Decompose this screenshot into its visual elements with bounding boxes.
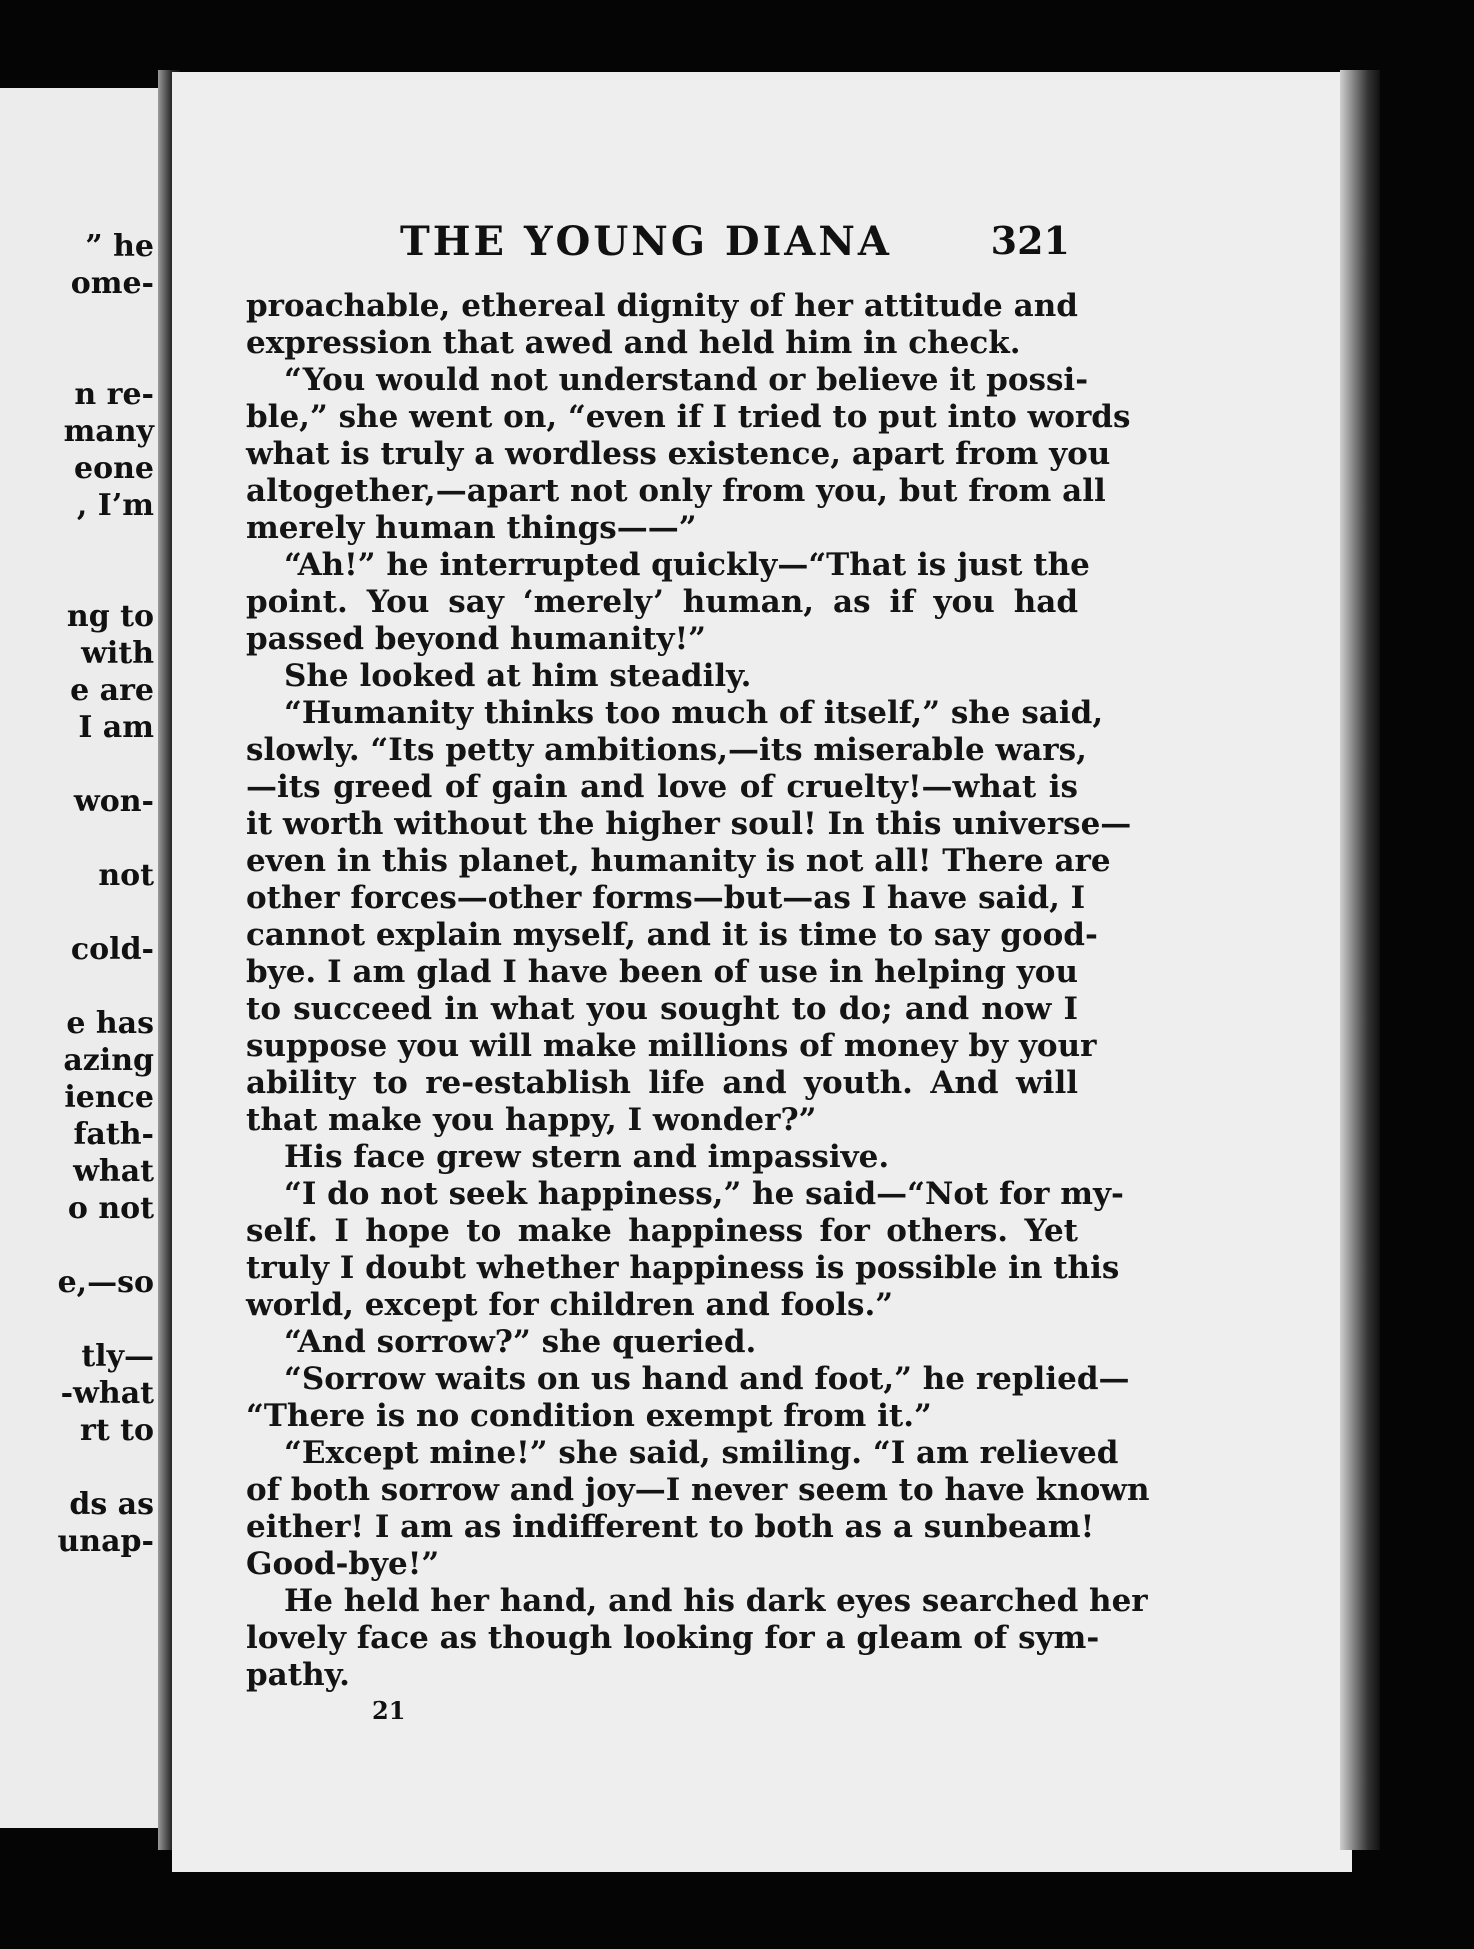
text-line: lovely face as though looking for a gleam of sym- — [246, 1620, 1100, 1656]
facing-page-line: fath- — [73, 1117, 154, 1152]
facing-page-line: tly— — [81, 1339, 154, 1374]
text-line: He held her hand, and his dark eyes searched her — [284, 1583, 1148, 1619]
text-line: ble,” she went on, “even if I tried to put into words — [246, 399, 1131, 435]
text-line: altogether,—apart not only from you, but from all — [246, 473, 1106, 509]
text-line: point. You say ‘merely’ human, as if you had — [246, 584, 1078, 620]
text-line: other forces—other forms—but—as I have said, I — [246, 880, 1086, 916]
facing-page-line: unap- — [57, 1524, 154, 1559]
facing-page-line: ience — [64, 1080, 154, 1115]
text-line: of both sorrow and joy—I never seem to have known — [246, 1472, 1150, 1508]
text-line: cannot explain myself, and it is time to say good- — [246, 917, 1098, 953]
text-line: “There is no condition exempt from it.” — [246, 1398, 932, 1434]
facing-page-line: ome- — [70, 266, 154, 301]
text-line: expression that awed and held him in check. — [246, 325, 1021, 361]
facing-page-fragment — [0, 88, 160, 1828]
text-line: ability to re-establish life and youth. And will — [246, 1065, 1078, 1101]
text-line: passed beyond humanity!” — [246, 621, 707, 657]
facing-page-line: azing — [63, 1043, 154, 1078]
facing-page-line: I am — [78, 710, 154, 745]
facing-page-line: many — [63, 414, 154, 449]
text-line: Good-bye!” — [246, 1546, 440, 1582]
facing-page-line: , I’m — [76, 488, 154, 523]
text-line: “You would not understand or believe it possi- — [284, 362, 1089, 398]
running-title: THE YOUNG DIANA — [400, 218, 892, 265]
text-line: to succeed in what you sought to do; and now I — [246, 991, 1078, 1027]
facing-page-line: ” he — [85, 229, 154, 264]
facing-page-line: won- — [73, 784, 154, 819]
text-line: self. I hope to make happiness for others. Yet — [246, 1213, 1078, 1249]
text-line: world, except for children and fools.” — [246, 1287, 894, 1323]
text-line: that make you happy, I wonder?” — [246, 1102, 817, 1138]
text-line: what is truly a wordless existence, apart from you — [246, 436, 1111, 472]
text-line: even in this planet, humanity is not all! There are — [246, 843, 1111, 879]
facing-page-line: ng to — [66, 599, 154, 634]
signature-mark: 21 — [372, 1696, 406, 1725]
text-line: suppose you will make millions of money by your — [246, 1028, 1097, 1064]
facing-page-line: e has — [66, 1006, 154, 1041]
text-line: pathy. — [246, 1657, 350, 1693]
text-line: “Sorrow waits on us hand and foot,” he replied— — [284, 1361, 1130, 1397]
page-number: 321 — [990, 218, 1070, 263]
text-line: “Except mine!” she said, smiling. “I am relieved — [284, 1435, 1119, 1471]
facing-page-line: not — [98, 858, 154, 893]
text-line: it worth without the higher soul! In this universe— — [246, 806, 1132, 842]
text-line: truly I doubt whether happiness is possible in this — [246, 1250, 1120, 1286]
text-line: bye. I am glad I have been of use in helping you — [246, 954, 1078, 990]
text-line: His face grew stern and impassive. — [284, 1139, 890, 1175]
text-line: —its greed of gain and love of cruelty!—what is — [246, 769, 1078, 805]
facing-page-line: e are — [70, 673, 154, 708]
facing-page-line: what — [73, 1154, 154, 1189]
text-line: “Humanity thinks too much of itself,” she said, — [284, 695, 1104, 731]
facing-page-line: eone — [74, 451, 154, 486]
facing-page-line: rt to — [80, 1413, 154, 1448]
text-line: slowly. “Its petty ambitions,—its miserable wars, — [246, 732, 1087, 768]
page-header — [400, 218, 1080, 268]
text-line: “Ah!” he interrupted quickly—“That is just the — [284, 547, 1090, 583]
text-line: “I do not seek happiness,” he said—“Not for my- — [284, 1176, 1124, 1212]
text-line: She looked at him steadily. — [284, 658, 752, 694]
text-line: “And sorrow?” she queried. — [284, 1324, 757, 1360]
facing-page-line: cold- — [70, 932, 154, 967]
facing-page-line: ds as — [69, 1487, 154, 1522]
facing-page-line: e,—so — [57, 1265, 154, 1300]
page-edge-shadow — [1340, 70, 1380, 1850]
text-line: merely human things——” — [246, 510, 697, 546]
facing-page-line: with — [81, 636, 154, 671]
body-text — [246, 288, 1150, 1694]
facing-page-line: -what — [60, 1376, 154, 1411]
text-line: either! I am as indifferent to both as a sunbeam! — [246, 1509, 1095, 1545]
facing-page-line: n re- — [74, 377, 154, 412]
facing-page-line: o not — [67, 1191, 154, 1226]
text-line: proachable, ethereal dignity of her attitude and — [246, 288, 1078, 324]
